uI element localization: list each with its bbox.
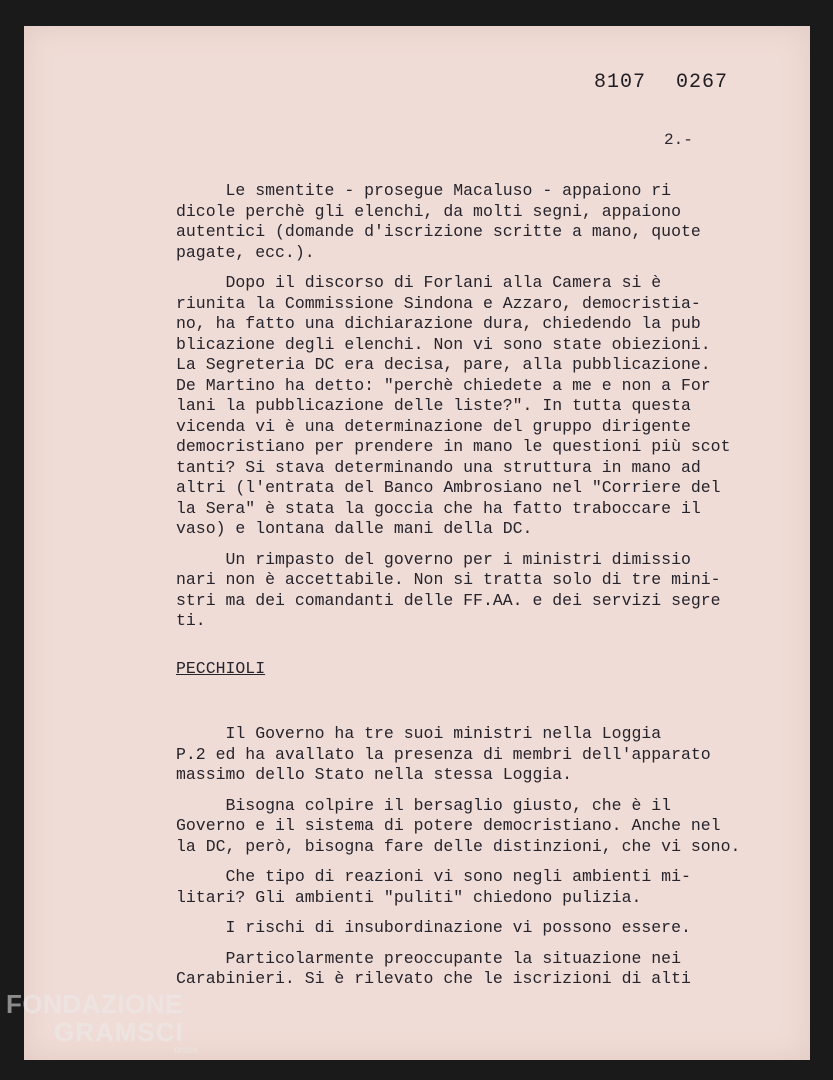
paragraph: Bisogna colpire il bersaglio giusto, che è il Governo e il sistema di potere democristiano. Anche nel la DC, però, bisogna fare delle distinzioni, che vi sono. [176,795,741,856]
paragraph: Particolarmente preoccupante la situazione nei Carabinieri. Si è rilevato che le iscrizioni di alti [176,948,691,988]
watermark-line1: FONDAZIONE [6,989,183,1019]
speaker-heading: PECCHIOLI [176,659,266,678]
fondazione-gramsci-watermark [6,990,198,1056]
paragraph: Dopo il discorso di Forlani alla Camera si è riunita la Commissione Sindona e Azzaro, democristia- no, ha fatto una dichiarazione dura, chiedendo la pub blicazione degli elenchi. Non vi sono state obiezioni. La Segreteria DC era decisa, pare, alla pubblicazione. De Martino ha detto: "perchè chiedete a me e non a For lani la pubblicazione delle liste?". In tutta questa vicenda vi è una determinazione del gruppo dirigente democristiano per prendere in mano le questioni più scot tanti? Si stava determinando una struttura in mano ad altri (l'entrata del Banco Ambrosiano nel "Corriere del la Sera" è stata la goccia che ha fatto traboccare il vaso) e lontana dalle mani della DC. [176,273,731,538]
page-number: 2.- [664,131,693,149]
paragraph: Le smentite - prosegue Macaluso - appaiono ri dicole perchè gli elenchi, da molti segni, appaiono autentici (domande d'iscrizione scritte a mano, quote pagate, ecc.). [176,181,701,262]
watermark-line3: onlus [174,1045,198,1056]
section-macaluso [176,181,756,642]
document-code-a: 8107 [594,71,647,94]
watermark-line2: GRAMSCI [54,1017,184,1047]
document-code [594,71,758,94]
paragraph: Il Governo ha tre suoi ministri nella Loggia P.2 ed ha avallato la presenza di membri dell'apparato massimo dello Stato nella stessa Loggia. [176,724,711,784]
paragraph: Un rimpasto del governo per i ministri dimissio nari non è accettabile. Non si tratta solo di tre mini- stri ma dei comandanti delle FF.AA. e dei servizi segre ti. [176,549,721,630]
document-code-b: 0267 [676,71,729,94]
section-pecchioli [176,724,756,1000]
paragraph: I rischi di insubordinazione vi possono essere. [176,918,691,937]
paragraph: Che tipo di reazioni vi sono negli ambienti mi- litari? Gli ambienti "puliti" chiedono pulizia. [176,867,691,907]
